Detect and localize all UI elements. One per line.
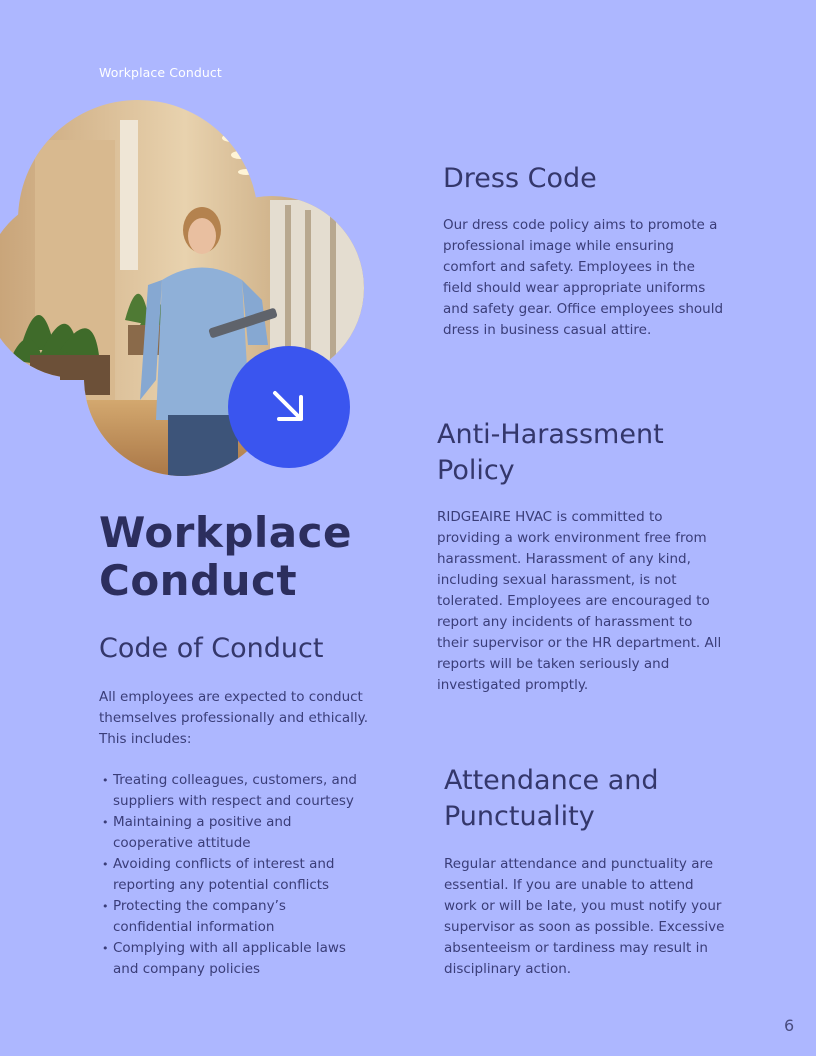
list-item: • Protecting the company’s confidential information (99, 896, 369, 938)
attendance-body: Regular attendance and punctuality are essential. If you are unable to attend work or will be late, you must notify your supervisor as soon as possible. Excessive absenteeism or tardiness may result in disciplinary action. (444, 856, 725, 977)
page-title-line2: Conduct (99, 556, 298, 605)
list-item: • Avoiding conflicts of interest and reporting any potential conflicts (99, 854, 369, 896)
list-item: • Complying with all applicable laws and company policies (99, 938, 369, 980)
section-header: Workplace Conduct (99, 65, 222, 80)
code-of-conduct-list (99, 770, 369, 980)
arrow-down-right-icon (267, 385, 311, 429)
anti-harassment-body: RIDGEAIRE HVAC is committed to providing a work environment free from harassment. Harassment of any kind, including sexual harassment, is not tolerated. Employees are encouraged to report any incidents of harassment to their supervisor or the HR department. All reports will be taken seriously and investigated promptly. (437, 509, 722, 693)
dress-code-heading: Dress Code (443, 163, 597, 194)
page-number: 6 (784, 1016, 795, 1035)
list-item: • Treating colleagues, customers, and suppliers with respect and courtesy (99, 770, 369, 812)
list-item: • Maintaining a positive and cooperative attitude (99, 812, 369, 854)
code-of-conduct-intro: All employees are expected to conduct themselves professionally and ethically. This includes: (99, 689, 368, 747)
dress-code-body: Our dress code policy aims to promote a professional image while ensuring comfort and safety. Employees in the field should wear appropriate uniforms and safety gear. Office employees should dress in business casual attire. (443, 217, 724, 338)
arrow-badge (228, 346, 350, 468)
anti-harassment-heading: Anti-Harassment Policy (437, 419, 664, 486)
code-of-conduct-heading: Code of Conduct (99, 633, 324, 664)
attendance-heading: Attendance and Punctuality (444, 765, 659, 832)
page-title (99, 509, 399, 605)
page-title-line1: Workplace (99, 508, 353, 557)
